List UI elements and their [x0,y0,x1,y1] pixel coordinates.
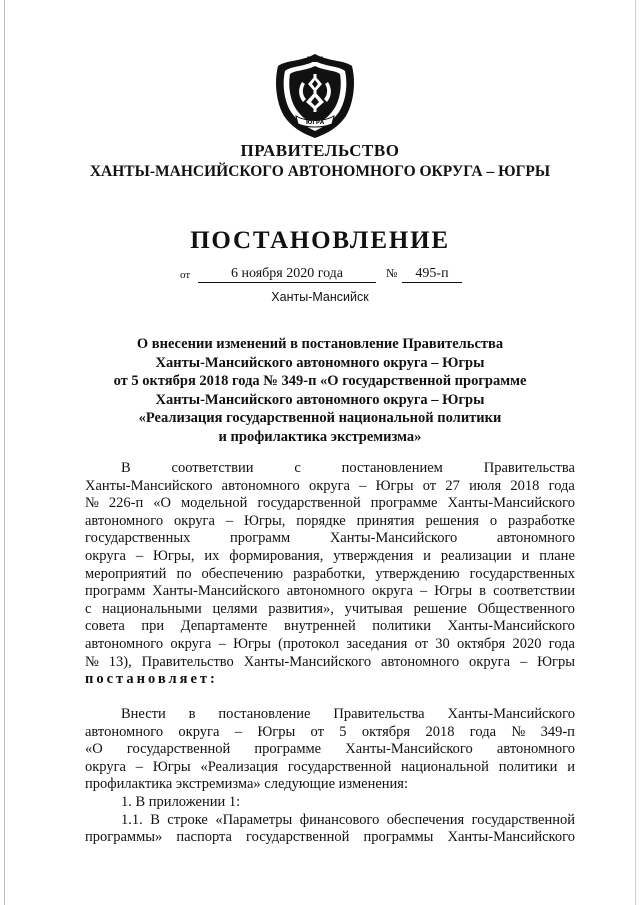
word: Ханты-Мансийского [447,706,575,722]
word: соответствии [171,460,254,476]
word: «Параметры [215,811,293,828]
word: года [469,723,497,740]
word: строке [167,811,208,828]
list-item: 1. В приложении 1: [121,793,241,810]
word: автономного [496,530,575,547]
title-line: Ханты-Мансийского автономного округа – Югры [155,391,485,408]
word: программ [85,583,146,600]
scan-edge-left [4,0,5,905]
date-prefix: от [180,269,191,281]
word: автономного [85,723,164,740]
paragraph-line [85,654,575,672]
word: паспорта [176,829,232,846]
word: программе [254,741,322,758]
word: реализации [440,547,512,564]
word: Югры [257,723,296,740]
word: – [519,653,528,670]
word: Ханты-Мансийского [85,477,213,494]
word: утверждения [333,547,414,564]
word: государственной [257,495,361,512]
word: от [422,477,437,494]
word: года [548,477,575,494]
document-type: ПОСТАНОВЛЕНИЕ [190,227,450,254]
word: от [310,723,324,740]
word: – [419,583,428,600]
paragraph-line [85,583,575,601]
title-line: «Реализация государственной национальной политики [138,410,502,426]
word: округа [308,477,350,494]
word: – [218,635,226,652]
word: модельной [180,495,248,512]
word: их [204,547,220,564]
word: Югры [537,653,575,670]
word: постановлением [341,460,443,476]
date-number-line [0,265,640,285]
paragraph-line [85,495,575,513]
word: округа [85,758,126,775]
word: решение [413,600,467,617]
word: государственной [246,829,350,846]
word: государственной [287,758,392,775]
word: 226-п [108,495,144,512]
word: при [141,618,165,635]
word: Югры [375,477,414,494]
word: (протокол [278,635,340,652]
number-prefix: № [386,266,398,280]
paragraph-line [85,636,575,654]
word: автономного [496,741,575,758]
word: обеспечения [386,811,465,828]
word: в [479,583,487,600]
word: Ханты-Мансийского [447,829,575,846]
word: 5 [339,723,347,740]
word: округа [178,723,220,740]
paragraph-line [85,601,575,619]
word: программе [370,495,438,512]
word: «Реализация [200,758,279,775]
word: года [548,635,575,652]
government-region: ХАНТЫ-МАНСИЙСКОГО АВТОНОМНОГО ОКРУГА – ЮГРЫ [89,163,551,180]
word: – [135,758,144,775]
word: Ханты-Мансийского [345,741,473,758]
paragraph-line [85,460,575,478]
word: – [234,723,243,740]
document-date: 6 ноября 2020 года [198,265,376,283]
word: порядке [296,512,346,529]
paragraph-line [85,478,575,496]
paragraph-line [85,548,575,566]
government-title: ПРАВИТЕЛЬСТВО [240,141,400,160]
word: программы» [85,829,163,846]
preamble-paragraph [85,460,575,689]
word: целями [212,600,258,617]
word: постановление [218,706,311,722]
word: государственной [126,741,231,758]
word: разработке [507,512,575,529]
word: государственных [85,530,191,547]
word: В [121,460,131,476]
title-line: и профилактика экстремизма» [218,428,422,445]
word: – [135,547,144,564]
word: 2018 [425,723,455,740]
word: автономного [381,653,460,670]
word: 349-п [540,723,575,740]
word: «О [153,495,171,512]
word: государственной [471,811,575,828]
decides-word: постановляет: [85,671,218,688]
word: плане [539,547,575,564]
word: с [85,600,92,617]
word: «О [85,741,103,758]
title-line: О внесении изменений в постановление Правительства [136,336,504,352]
paragraph-line [85,759,575,777]
word: программы [363,829,434,846]
word: округа [173,512,215,529]
word: Ханты-Мансийского [329,530,458,547]
paragraph-line [85,530,575,548]
word: программ [229,530,291,547]
word: решения [425,512,479,529]
word: автономного [85,512,164,529]
word: автономного [286,583,365,600]
word: о [489,512,498,529]
word: в [188,706,196,722]
emblem-ribbon-text: ЮГРА [305,120,325,126]
word: заседания [346,635,408,652]
word: Правительства [483,460,575,476]
word: внутренней [283,618,356,635]
paragraph-line [85,566,575,584]
paragraph-line [85,741,575,759]
word: округа [85,547,126,564]
word: Ханты-Мансийского [447,495,575,512]
word: автономного [221,477,300,494]
paragraph-line [85,812,575,830]
word: от [414,635,429,652]
word: В [150,811,160,828]
word: № [85,495,99,512]
word: государственных [469,565,575,582]
word: октября [457,635,506,652]
word: № [511,723,526,740]
word: Ханты-Мансийского [243,653,372,670]
word: и [423,547,431,564]
word: по [176,565,192,582]
word: совета [85,618,125,635]
word: Югры [152,758,191,775]
word: Югры, [243,512,286,529]
paragraph-line [85,513,575,531]
operative-paragraph [85,706,575,847]
word: с [294,460,301,476]
word: развития», [268,600,334,617]
word: разработки, [293,565,366,582]
word: Департаменте [180,618,268,635]
document-number: 495-п [402,265,462,283]
word: утверждению [375,565,460,582]
word: принятия [356,512,415,529]
word: национальной [401,758,489,775]
word: Ханты-Мансийского [152,583,280,600]
word: национальными [102,600,202,617]
word: – [359,477,367,494]
word: октября [361,723,411,740]
word: и [521,547,530,564]
word: июля [469,477,502,494]
paragraph-line [85,724,575,742]
word: Внести [121,706,166,722]
title-line: Ханты-Мансийского автономного округа – Югры [155,354,485,371]
word: финансового [299,811,380,828]
word: политики [372,618,431,635]
word: учитывая [344,600,403,617]
word: Правительства [333,706,425,722]
word: округа [170,635,212,652]
word: 13), [108,653,132,670]
word: 30 [435,635,450,652]
word: обеспечению [201,565,284,582]
word: автономного [85,635,164,652]
paragraph-line [85,618,575,636]
paragraph-line [85,706,575,724]
word: 2018 [510,477,540,494]
word: политики [498,758,558,775]
title-line: от 5 октября 2018 года № 349-п «О государственной программе [113,373,527,389]
city-name: Ханты-Мансийск [271,290,369,304]
word: № [85,653,99,670]
document-title [60,335,580,446]
coat-of-arms-icon [272,52,358,140]
paragraph-line: профилактика экстремизма» следующие изменения: [85,776,408,793]
word: Югры [233,635,271,652]
word: округа [371,583,413,600]
word: Правительство [141,653,234,670]
scan-edge-right [635,0,636,905]
word: Общественного [477,600,575,617]
word: соответствии [493,583,575,600]
word: 27 [445,477,460,494]
word: Югры, [153,547,195,564]
word: 1.1. [121,811,143,828]
word: Югры [434,583,473,600]
word: формирования, [229,547,324,564]
paragraph-line [85,829,575,847]
word: мероприятий [85,565,167,582]
word: Ханты-Мансийского [447,618,575,635]
word: – [225,512,234,529]
word: округа [469,653,511,670]
word: и [567,758,575,775]
word: 2020 [512,635,542,652]
